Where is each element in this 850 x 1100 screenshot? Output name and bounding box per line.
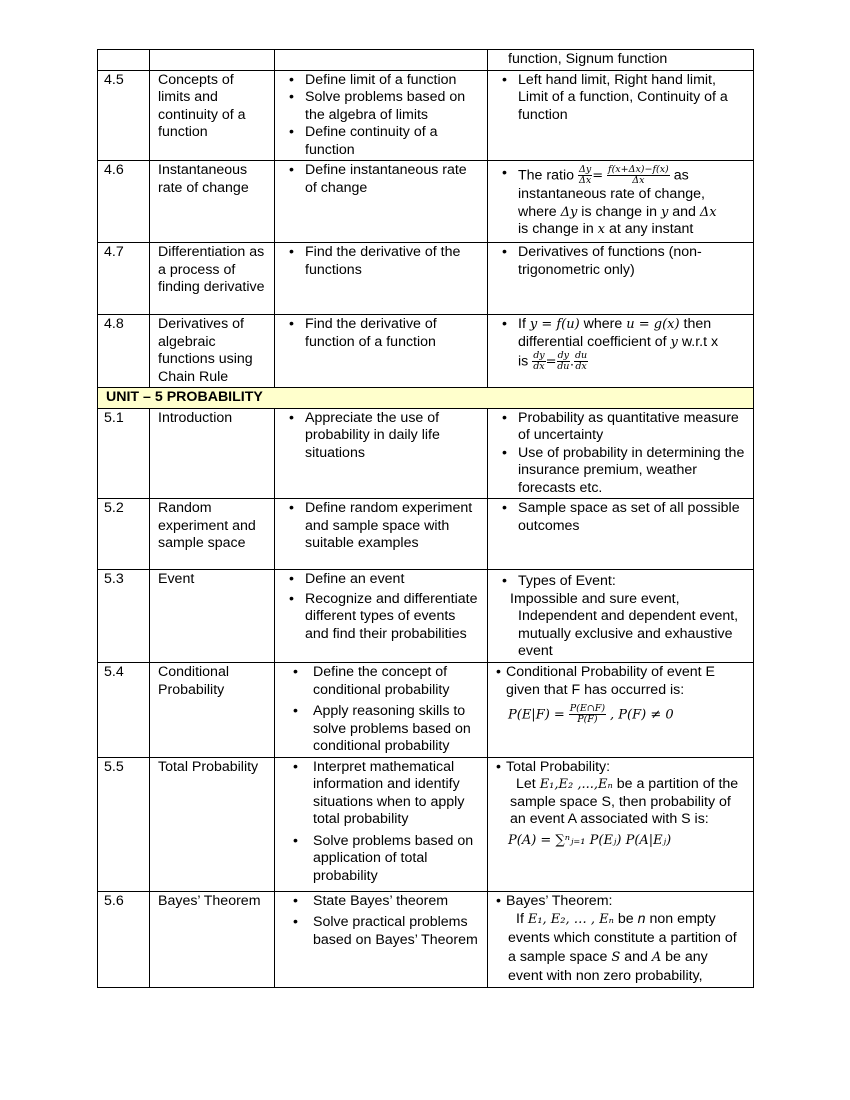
content-cell — [488, 70, 754, 161]
list-item: • If y = f(u) where u = g(x) then differential coefficient of y w.r.t x is $\frac{dy}{dx}$ = $\frac{dy}{du}$ . $\frac{du}{dx}$ — [496, 316, 745, 372]
topic-cell: Event — [150, 570, 275, 663]
serial-number: 5.3 — [98, 570, 150, 663]
serial-number: 5.5 — [98, 757, 150, 891]
objectives-cell — [275, 243, 488, 315]
content-list — [496, 410, 745, 498]
topic-cell: Differentiation as a process of finding derivative — [150, 243, 275, 315]
topic-cell — [150, 50, 275, 71]
serial-number: 4.6 — [98, 161, 150, 243]
list-item: • Define instantaneous rate of change — [283, 162, 479, 197]
serial-number: 5.2 — [98, 499, 150, 570]
list-item: • Find the derivative of function of a function — [283, 316, 479, 351]
objectives-list — [283, 410, 479, 463]
content-list — [496, 244, 745, 279]
content-text: Let E₁,E₂ ,...,Eₙ be a partition of the sample space S, then probability of an event A associated with S is: — [510, 776, 739, 827]
du-dx-fraction: $\frac{du}{dx}$ — [574, 350, 588, 372]
topic-cell: Derivatives of algebraic functions using Chain Rule — [150, 315, 275, 388]
content-cell — [488, 663, 754, 758]
content-text: Impossible and sure event, — [510, 590, 680, 607]
objectives-list — [283, 571, 479, 643]
content-text: function, Signum function — [508, 51, 668, 67]
list-item: • Define random experiment and sample space with suitable examples — [283, 500, 479, 553]
objectives-cell — [275, 161, 488, 243]
content-list — [496, 759, 745, 777]
content-list — [496, 893, 745, 911]
serial-number: 5.6 — [98, 891, 150, 988]
objectives-list — [283, 316, 479, 351]
table-row — [98, 243, 754, 315]
list-item: • Conditional Probability of event E given that F has occurred is: — [496, 664, 745, 699]
topic-cell: Total Probability — [150, 757, 275, 891]
list-item: • Find the derivative of the functions — [283, 244, 479, 279]
topic-cell: Bayes’ Theorem — [150, 891, 275, 988]
serial-number: 5.1 — [98, 408, 150, 499]
conditional-fraction: $\frac{P(E\cap F)}{P(F)}$ — [569, 703, 606, 725]
list-item: • State Bayes’ theorem — [287, 893, 479, 911]
objectives-cell — [275, 499, 488, 570]
list-item: • Solve problems based on application of total probability — [287, 833, 479, 886]
dy-dx-fraction: $\frac{dy}{dx}$ — [533, 350, 545, 372]
table-row — [98, 161, 754, 243]
unit-heading-row — [98, 388, 754, 409]
objectives-list — [283, 893, 479, 950]
objectives-list — [283, 664, 479, 756]
list-item: • Probability as quantitative measure of uncertainty — [496, 410, 745, 445]
list-item: • Left hand limit, Right hand limit, Limit of a function, Continuity of a function — [496, 72, 745, 125]
content-text: The ratio — [518, 167, 574, 184]
table-row — [98, 663, 754, 758]
content-list — [496, 72, 745, 125]
list-item: • The ratio $\frac{\Delta y}{\Delta x}$ = $\frac{f(x+\Delta x)-f(x)}{\Delta x}$ as instantaneous rate of change, where Δy is change in y and Δx is change in x at any instant — [496, 165, 745, 239]
content-cell — [488, 315, 754, 388]
content-cell — [488, 243, 754, 315]
list-item: • Bayes’ Theorem: — [496, 893, 745, 911]
table-row — [98, 570, 754, 663]
list-item: • Solve problems based on the algebra of limits — [283, 89, 479, 124]
content-cell — [488, 408, 754, 499]
list-item: • Appreciate the use of probability in daily life situations — [283, 410, 479, 463]
table-row — [98, 891, 754, 988]
content-text: If E₁, E₂, … , Eₙ be n non empty events which constitute a partition of a sample space S and A be any event with non zero probability, — [508, 911, 737, 984]
objectives-list — [283, 244, 479, 279]
content-list — [496, 573, 745, 591]
list-item: • Solve practical problems based on Bayes’ Theorem — [287, 914, 479, 949]
content-cell — [488, 757, 754, 891]
serial-number — [98, 50, 150, 71]
list-item: • Sample space as set of all possible outcomes — [496, 500, 745, 535]
difference-quotient-fraction: $\frac{f(x+\Delta x)-f(x)}{\Delta x}$ — [608, 164, 669, 186]
topic-cell: Introduction — [150, 408, 275, 499]
list-item: • Define limit of a function — [283, 72, 479, 90]
topic-cell: Conditional Probability — [150, 663, 275, 758]
objectives-cell — [275, 50, 488, 71]
objectives-list — [283, 759, 479, 886]
topic-cell: Instantaneous rate of change — [150, 161, 275, 243]
objectives-list — [283, 500, 479, 553]
serial-number: 4.5 — [98, 70, 150, 161]
content-list — [496, 165, 745, 239]
list-item: • Recognize and differentiate different types of events and find their probabilities — [283, 591, 479, 644]
content-cell — [488, 499, 754, 570]
list-item: • Derivatives of functions (non-trigonometric only) — [496, 244, 745, 279]
content-cell — [488, 161, 754, 243]
table-row — [98, 757, 754, 891]
objectives-cell — [275, 315, 488, 388]
content-list — [496, 664, 745, 699]
objectives-list — [283, 72, 479, 160]
delta-ratio-fraction: $\frac{\Delta y}{\Delta x}$ — [578, 164, 592, 186]
objectives-list — [283, 162, 479, 197]
table-row — [98, 70, 754, 161]
objectives-cell — [275, 70, 488, 161]
serial-number: 5.4 — [98, 663, 150, 758]
list-item: • Define the concept of conditional probability — [287, 664, 479, 699]
objectives-cell — [275, 757, 488, 891]
content-cell — [488, 570, 754, 663]
list-item: • Interpret mathematical information and identify situations when to apply total probability — [287, 759, 479, 829]
list-item: • Define an event — [283, 571, 479, 589]
serial-number: 4.8 — [98, 315, 150, 388]
content-list — [496, 500, 745, 535]
serial-number: 4.7 — [98, 243, 150, 315]
objectives-cell — [275, 408, 488, 499]
table-row — [98, 50, 754, 71]
dy-du-fraction: $\frac{dy}{du}$ — [557, 350, 570, 372]
content-cell — [488, 891, 754, 988]
content-cell — [488, 50, 754, 71]
topic-cell: Random experiment and sample space — [150, 499, 275, 570]
list-item: • Apply reasoning skills to solve problems based on conditional probability — [287, 703, 479, 756]
unit-heading: UNIT – 5 PROBABILITY — [98, 388, 754, 409]
content-list — [496, 316, 745, 372]
total-probability-formula: P(A) = ∑ⁿⱼ₌₁ P(Eⱼ) P(A|Eⱼ) — [508, 832, 672, 848]
objectives-cell — [275, 663, 488, 758]
list-item: • Use of probability in determining the insurance premium, weather forecasts etc. — [496, 445, 745, 498]
list-item: • Types of Event: — [496, 573, 745, 591]
table-row — [98, 315, 754, 388]
syllabus-table — [97, 49, 754, 988]
list-item: • Total Probability: — [496, 759, 745, 777]
table-row — [98, 408, 754, 499]
content-text: Independent and dependent event, mutually exclusive and exhaustive event — [518, 608, 739, 659]
objectives-cell — [275, 570, 488, 663]
list-item: • Define continuity of a function — [283, 124, 479, 159]
conditional-formula: P(E|F) = $\frac{P(E\cap F)}{P(F)}$ , P(F) ≠ 0 — [508, 703, 674, 725]
objectives-cell — [275, 891, 488, 988]
table-row — [98, 499, 754, 570]
topic-cell: Concepts of limits and continuity of a function — [150, 70, 275, 161]
